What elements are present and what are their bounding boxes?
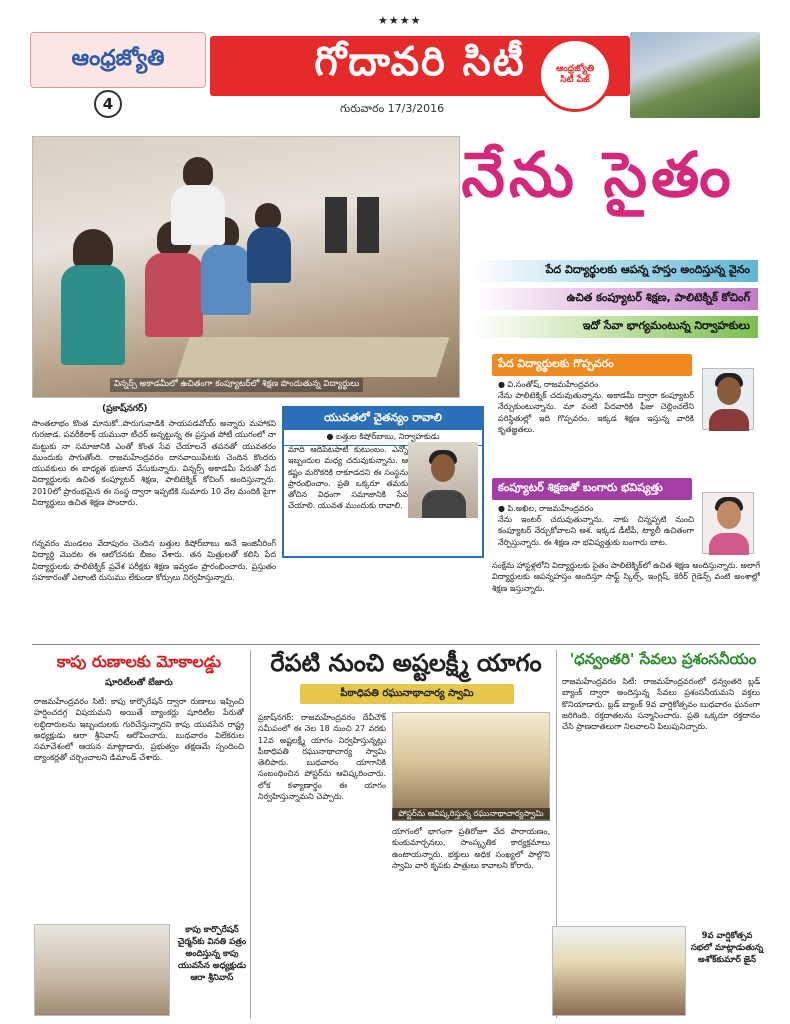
portrait-body [709,409,749,431]
profile-2-heading: కంప్యూటర్‌ శిక్షణతో బంగారు భవిష్యత్తు [492,478,692,500]
kapu-body: రాజమహేంద్రవరం సిటీ: కాపు కార్పొరేషన్‌ ద్వారా రుణాలు ఇప్పించి హర్షించదగ్గ విషయమని అయితే బ్యాంకర్లు షూరిటీల పేరుతో లబ్ధిదారులను ఇబ్బందులకు గురిచేస్తున్నారని కాపు యువసేన రాష్ట్ర అధ్యక్షుడు ఆరా శ్రీనివాస్‌ ఆరోపించారు. బుధవారం విలేకరుల సమావేశంలో ఆయన మాట్లాడారు. ప్రభుత్వం తక్షణమే స్పందించి బ్యాంకర్లతో చర్చించాలని డిమాండ్‌ చేశారు. [34,697,244,763]
profile-box-2 [492,478,760,560]
monitor-shape [357,197,379,253]
lead-strap-1: పేద విద్యార్థులకు ఆపన్న హస్తం అందిస్తున్న వైనం [472,260,758,282]
profile-2-photo [702,492,754,554]
dhanvantari-body: రాజమహేంద్రవరం సిటీ: రాజమహేంద్రవరంలో ధన్వంతరి బ్లడ్‌ బ్యాంక్‌ ద్వారా అందిస్తున్న సేవలు ప్రశంసనీయమని వక్తలు కొనియాడారు. బ్లడ్‌ బ్యాంక్‌ 9వ వార్షికోత్సవం బుధవారం ఘనంగా జరిగింది. రక్తదాతలను సన్మానించారు. ప్రతి ఒక్కరూ రక్తదానం చేసి ప్రాణదాతలుగా నిలవాలని పిలుపునిచ్చారు. [562,677,760,732]
teacher-figure [171,185,225,245]
kapu-photo-caption: కాపు కార్పొరేషన్‌ చైర్మన్‌కు వినతి పత్రం అందిస్తున్న కాపు యువసేన అధ్యక్షుడు ఆరా శ్రీనివాస్‌ [177,925,247,983]
page-number: 4 [94,90,122,118]
student-figure [73,229,113,269]
student-figure [145,253,203,337]
quote-body: మాది ఆదిపేటపాటి కుటుంబం. ఎన్నో ఇబ్బందుల మధ్య చదువుకున్నాను. ఆ కష్టం మరొకరికి రాకూడదని ఈ సంస్థను ప్రారంభించాం. ప్రతి ఒక్కరూ తమకు తోచిన విధంగా సమాజానికి సేవ చేయాలి. యువత ముందుకు రావాలి. [288,445,408,511]
quote-box [282,406,484,558]
section-title: గోదావరి సిటీ [210,36,630,96]
city-photo [630,32,760,118]
page-ornament: ★★★★ [378,14,422,27]
brand-logo [30,32,206,88]
yagam-body-1: ప్రకాష్‌నగర్‌: రాజమహేంద్రవరం దేవీచౌక్‌ సమీపంలో ఈ నెల 18 నుంచి 27 వరకు 12వ అష్టలక్ష్మీ యాగం నిర్వహిస్తున్నట్లు పీఠాధిపతి రఘునాథాచార్య స్వామి తెలిపారు. బుధవారం యాగానికి సంబంధించిన పోస్టర్‌ను ఆవిష్కరించారు. లోక కళ్యాణార్థం ఈ యాగం నిర్వహిస్తున్నామని చెప్పారు. [258,713,386,802]
lead-photo [32,136,460,398]
dhanvantari-photo-caption: 9వ వార్షికోత్సవ సభలో మాట్లాడుతున్న అశోక్‌కుమార్‌ జైన్‌ [690,931,764,965]
portrait-body [422,490,466,518]
dhanvantari-headline: 'ధన్వంతరి' సేవలు ప్రశంసనీయం [569,650,757,668]
monitor-shape [325,197,347,253]
portrait-face [717,377,741,405]
student-figure [247,227,291,283]
yagam-headline: రేపటి నుంచి అష్టలక్ష్మీ యాగం [270,648,542,677]
profile-1-name: ● వి.సంతోష్‌, రాజమహేంద్రవరం [498,380,599,389]
student-figure [201,245,251,315]
lead-strap-2: ఉచిత కంప్యూటర్‌ శిక్షణ, పాలిటెక్నిక్‌ కోచింగ్‌ [472,288,758,310]
profile-1-body: నేను పాలిటెక్నిక్‌ చదువుతున్నాను. అకాడమీ ద్వారా కంప్యూటర్‌ నేర్చుకుంటున్నాను. మా వంటి పేదవారికి ఫీజు చెల్లించలేని పరిస్థితుల్లో ఇది గొప్పవరం. ఇక్కడ శిక్షణ ఇస్తున్న వారికి కృతజ్ఞతలు. [498,391,694,434]
desk-shape [177,337,450,377]
quote-heading: యువతలో చైతన్యం రావాలి [284,408,482,430]
lead-body-3: సంక్షేమ హాస్టళ్లలోని విద్యార్థులకు సైతం పాలిటెక్నిక్‌లో ఉచిత శిక్షణ అందిస్తున్నారు. అలాగే విద్యార్థులకు ఆపన్నహస్తం అందిస్తూ సాఫ్ట్‌ స్కిల్స్‌, ఇంగ్లిష్‌, కెరీర్‌ గైడెన్స్‌ వంటి అంశాల్లో శిక్షణ ఇస్తున్నారు. [492,561,760,593]
quote-author: ● బత్తుల కిషోర్‌బాబు, నిర్వాహకుడు [284,430,482,446]
profile-box-1 [492,354,760,454]
student-figure [61,265,125,365]
column-divider [250,650,251,1018]
masthead [30,32,760,118]
dateline: (ప్రకాష్‌నగర్‌) [102,404,148,414]
lead-body-1: సొంతలాభం కొంత మానుకో..పొరుగువాడికి సాయపడవోయ్‌ అన్నారు మహాకవి గురజాడ. పవరీకిరాక్‌ యమునా టీచర్‌ అన్నట్టున్న ఈ ప్రస్తుత పోటీ యుగంలో నా మట్టుకు నా సమాజానికి ఎంతో కొంత సేవ చేయాలనే తపనతో యువతరం ముందుకు సాగుతోంది. రాజమహేంద్రవరం దానవాయిపేటకు చెందిన కొందరు యువకులు ఈ బాధ్యత భుజాన వేసుకున్నారు. విన్నర్స్‌ అకాడమీ పేరుతో పేద విద్యార్థులకు ఉచిత కంప్యూటర్‌ శిక్షణ, పాలిటెక్నిక్‌ కోచింగ్‌ అందిస్తున్నారు. 2010లో ప్రారంభమైన ఈ సంస్థ ద్వారా ఇప్పటికి సుమారు 10 వేల మందికి పైగా విద్యార్థులు ఉచిత శిక్షణ పొందారు. [32,419,276,508]
teacher-figure [183,157,213,187]
lead-headline: నేను సైతం [461,138,735,211]
city-seal [538,38,612,112]
lead-strap-3: ఇదో సేవా భాగ్యమంటున్న నిర్వాహకులు [472,316,758,338]
brand-name: ఆంధ్రజ్యోతి [71,44,165,71]
section-divider [32,644,760,645]
yagam-photo [392,712,550,820]
seal-line-2: సిటీ పేజ్ [560,75,590,85]
profile-2-body: నేను ఇంటర్‌ చదువుతున్నాను. నాకు చిన్నప్పటి నుంచి కంప్యూటర్‌ నేర్చుకోవాలని ఆశ. ఇక్కడ డీటీపీ, ట్యాలీ ఉచితంగా నేర్పిస్తున్నారు. ఈ శిక్షణ నా భవిష్యత్తుకు బంగారు బాట. [498,515,694,547]
yagam-photo-caption: పోస్టర్‌ను ఆవిష్కరిస్తున్న రఘునాథాచార్యస్వామి [392,808,550,821]
portrait-body [709,533,749,555]
profile-2-name: ● పి.అఖిల, రాజమహేంద్రవరం [498,504,594,513]
dhanvantari-photo [552,926,686,1016]
portrait-face [431,454,455,482]
profile-1-heading: పేద విద్యార్థులకు గొప్పవరం [492,354,692,376]
yagam-subheading: పీఠాధిపతి రఘునాథాచార్య స్వామి [300,684,514,704]
seal-line-1: ఆంధ్రజ్యోతి [555,64,595,75]
lead-photo-caption: విన్నర్స్‌ అకాడమీలో ఉచితంగా కంప్యూటర్‌లో శిక్షణ పొందుతున్న విద్యార్థులు [110,378,363,392]
kapu-photo [34,924,170,1016]
author-photo [408,442,478,518]
portrait-face [717,501,741,529]
lead-body-2: గన్నవరం మండలం వేదాపురం చెందిన బత్తుల కిషోర్‌బాబు అనే ఇంజినీరింగ్‌ విద్యార్థి మొదట ఈ ఆలోచనకు బీజం వేశారు. తన మిత్రులతో కలిసి పేద విద్యార్థులకు పాలిటెక్నిక్‌ ప్రవేశ పరీక్షకు శిక్షణ ఇవ్వడం ప్రారంభించారు. ప్రస్తుతం సహకారంతో ఎలాంటి రుసుము లేకుండా కోర్సులు నిర్వహిస్తున్నారు. [32,539,276,582]
kapu-headline: కాపు రుణాలకు మోకాలడ్డు [56,652,222,671]
yagam-body-2: యాగంలో భాగంగా ప్రతిరోజూ వేద పారాయణం, కుంకుమార్చనలు, సాంస్కృతిక కార్యక్రమాలు ఉంటాయన్నారు. భక్తులు అధిక సంఖ్యలో పాల్గొని స్వామి వారి కృపకు పాత్రులు కావాలని కోరారు. [392,827,550,870]
profile-1-photo [702,368,754,430]
student-figure [255,203,281,229]
kapu-subheading: షూరిటీలతో బేజారు [105,678,173,688]
issue-date: గురువారం 17/3/2016 [340,102,445,115]
